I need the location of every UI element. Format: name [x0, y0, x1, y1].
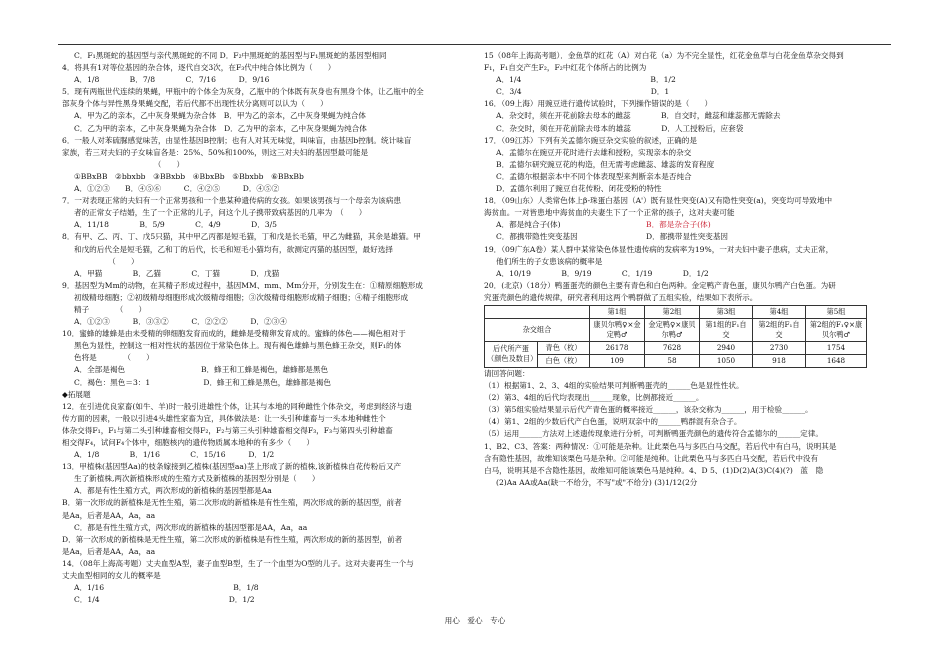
text-line: 是Aa，后者是AA，Aa，aa — [62, 546, 156, 556]
text-line: 白马，说明其是不含隐性基因，故维知可能该栗色马是纯种。4、D 5、(1)D(2)A(3)C(4)(?) 蓝 隐 — [484, 465, 824, 475]
text-line: 丈夫血型相同的女儿的概率是 — [62, 571, 161, 581]
q18-option-b: B．都是杂合子(体) — [646, 220, 711, 230]
text-line: 色将是 （ ） — [74, 353, 154, 363]
text-line: 他们所生的子女患该病的概率是 — [496, 256, 603, 266]
table-cell: 康贝尔鸭♀×金定鸭♂ — [590, 318, 645, 341]
text-line: D．第一次形成的新植株是无性生殖，第二次形成的新植株是有性生殖，两次形成的新的基因型，前者 — [62, 534, 403, 544]
text-line: 体杂交得F₁，F₁与第二头引种雄畜相交得F₂，F₂与第三头引种雄畜相交得F₃，F₃与第四头引种雄畜 — [62, 425, 393, 435]
text-line: A．甲猫 B．乙猫 C．丁猫 D．戊猫 — [74, 268, 280, 278]
text-line: 17．（09江苏）下列有关孟德尔豌豆杂交实验的叙述，正确的是 — [484, 135, 697, 145]
table-cell: 1050 — [700, 354, 753, 367]
text-line: C．F₁黑斑蛇的基因型与亲代黑斑蛇的不同 D．F₂中黑斑蛇的基因型与F₁黑斑蛇的基因型相同 — [74, 51, 387, 60]
text-line: 14．（08年上海高考题）丈夫血型A型，妻子血型B型，生了一个血型为O型的儿子。这对夫妻再生一个与 — [62, 558, 414, 568]
row-label-green: 青色（枚） — [538, 341, 590, 354]
text-line: 19．（09广东A卷）某人群中某常染色体显性遗传病的发病率为19%，一对夫妇中妻子患病，丈夫正常， — [484, 244, 834, 254]
q18-option-c: C．都携带隐性突变基因 — [496, 232, 578, 242]
table-cell: 2730 — [753, 341, 806, 354]
text-line: （3）第5组实验结果显示后代产青色蛋的概率接近______，该杂交称为______，用于检验______。 — [484, 405, 813, 415]
table-cell: 第1组的F₁自交 — [700, 318, 753, 341]
table-cell: 第2组的F₁自交 — [753, 318, 806, 341]
text-line: ◆拓展题 — [62, 389, 91, 399]
q18-options-row2 — [484, 231, 894, 243]
text-line: D．孟德尔利用了豌豆自花传粉、闭花受粉的特性 — [496, 184, 662, 194]
table-cell: 金定鸭♀×康贝尔鸭♂ — [645, 318, 700, 341]
text-line: 16．（09上海）用豌豆进行遗传试验时，下列操作错误的是（ ） — [484, 99, 713, 109]
text-line: A．甲为乙的亲本，乙中灰身果蝇为杂合体 B．甲为乙的亲本，乙中灰身果蝇为纯合体 — [74, 111, 367, 121]
text-line: C．1/4 D．1/2 — [74, 595, 255, 605]
table-header: 第5组 — [806, 305, 867, 318]
table-header: 第2组 — [645, 305, 700, 318]
table-header: 第1组 — [590, 305, 645, 318]
text-line: C．都是有性生殖方式，两次形成的新植株的基因型都是AA，Aa，aa — [74, 522, 308, 532]
text-line: A．①②③ B．③③② C．②②② D．②③④ — [74, 317, 287, 327]
text-line: 是Aa，后者是AA，Aa，aa — [62, 510, 156, 520]
table-header: 第3组 — [700, 305, 753, 318]
table-cell: 1648 — [806, 354, 867, 367]
text-line: A．11/18 B．5/9 C．4/9 D．3/5 — [74, 220, 278, 230]
text-line: （ ） — [74, 256, 139, 266]
text-line: B．第一次形成的新植株是无性生殖，第二次形成的新植株是有性生殖，两次形成的新的基因型，前者 — [62, 498, 402, 508]
row-label-white: 白色（枚） — [538, 354, 590, 367]
text-line: F₁，F₁自交产生F₂，F₂中红花个体所占的比例为 — [484, 63, 647, 73]
table-cell: 109 — [590, 354, 645, 367]
text-line: 海贫血。一对皆患地中海贫血的夫妻生下了一个正常的孩子，这对夫妻可能 — [484, 208, 735, 218]
text-line: C．褐色：黑色＝3：1 D．蜂王和工蜂是黑色，雄蜂都是褐色 — [74, 377, 331, 387]
text-line: A．1/8 B．7/8 C．7/16 D．9/16 — [74, 75, 270, 85]
text-line: 含有隐性基因，故维知该栗色马是杂种。②可能是纯种。让此栗色马与多匹白马交配，若后代中没有 — [484, 453, 819, 463]
text-line: （2）第3、4组的后代均表现出______现象，比例都接近______。 — [484, 393, 704, 403]
text-line: （4）第1、2组的少数后代产白色蛋，说明双亲中的______鸭群混有杂合子。 — [484, 417, 742, 427]
header-rule — [58, 44, 891, 45]
text-line: 和戊的后代全是短毛猫，乙和丁的后代，长毛和短毛小猫均有，欲测定丙猫的基因型，最好选择 — [74, 244, 393, 254]
text-line: 7．一对表现正常的夫妇有一个正常男孩和一个患某种遗传病的女孩。如果该男孩与一个母亲为该病患 — [62, 196, 401, 206]
table-cell: 918 — [753, 354, 806, 367]
table-cell: 第2组的F₁♀×康贝尔鸭♂ — [806, 318, 867, 341]
text-line: 15（08年上海高考题）．金鱼草的红花（A）对白花（a）为不完全显性，红花金鱼草与白花金鱼草杂交得到 — [484, 51, 844, 60]
right-column — [484, 50, 894, 489]
row-group-label: 后代所产蛋（颜色及数目） — [485, 341, 538, 367]
text-line: 生了新植株,两次新植株形成的生殖方式及新植株的基因型分别是（ ） — [74, 474, 320, 484]
text-line: 传方面的因素，一般以引进4头雄性家畜为宜，具体做法是：让一头引种雄畜与一头本地种雌性个 — [62, 413, 386, 423]
text-line: A．1/4 B．1/2 — [496, 75, 676, 85]
q18-option-d: D．都携带显性突变基因 — [646, 232, 729, 242]
text-line: B．孟德尔研究豌豆花的构造，但无需考虑雌蕊、雄蕊的发育程度 — [496, 159, 715, 169]
text-line: 初级精母细胞；②初级精母细胞形成次级精母细胞；③次级精母细胞形成精子细胞；④精子细胞形成 — [74, 292, 409, 302]
text-line: 8．有甲、乙、丙、丁、戊5只猫，其中甲乙丙都是短毛猫，丁和戊是长毛猫，甲乙为雌猫，其余是雄猫。甲 — [62, 232, 421, 242]
text-line: 请回答问题： — [484, 368, 530, 378]
text-line: （5）运用______方法对上述遗传现象进行分析，可判断鸭蛋壳颜色的遗传符合孟德尔的______定律。 — [484, 429, 823, 439]
text-line: 9．基因型为Mm的动物，在其精子形成过程中，基因MM、mm、Mm分开，分别发生在：①精原细胞形成 — [62, 280, 423, 290]
text-line: A．都是有性生殖方式，两次形成的新植株的基因型都是Aa — [74, 486, 272, 496]
text-line: 10．蜜蜂的雄蜂是由未受精的卵细胞发育而成的，雌蜂是受精卵发育成的。蜜蜂的体色——褐色相对于 — [62, 329, 406, 339]
text-line: 究蛋壳颜色的遗传规律，研究者利用这两个鸭群做了五组实验，结果如下表所示。 — [484, 292, 758, 302]
left-column — [62, 50, 462, 606]
text-line: C．3/4 D．1 — [496, 87, 670, 97]
text-line: （1）根据第1、2、3、4组的实验结果可判断鸭蛋壳的______色是显性性状。 — [484, 381, 744, 391]
page-footer: 用心 爱心 专心 — [444, 616, 506, 625]
text-line: A．杂交时，须在开花前除去母本的雌蕊 B．自交时，雌蕊和雄蕊都无需除去 — [496, 111, 781, 121]
row-label-combo: 杂交组合 — [485, 318, 590, 341]
text-line: A．1/8 B．1/16 C．15/16 D．1/2 — [74, 450, 275, 460]
text-line: 6．一般人对苯硫脲感觉味苦，由显性基因B控制；也有人对其无味觉，叫味盲，由基因b控制。统计味盲 — [62, 135, 412, 145]
table-cell: 1754 — [806, 341, 867, 354]
text-line: 家族，若三对夫妇的子女味盲各是：25%、50%和100%，则这三对夫妇的基因型最可能是 — [62, 147, 369, 157]
text-line: 5．现有两瓶世代连续的果蝇，甲瓶中的个体全为灰身，乙瓶中的个体既有灰身也有黑身个体，让乙瓶中的全 — [62, 87, 424, 97]
text-line: C．乙为甲的亲本，乙中灰身果蝇为杂合体 D．乙为甲的亲本，乙中灰身果蝇为纯合体 — [74, 123, 367, 133]
text-line: 12．在引进优良家畜(如牛、羊)时一般引进雄性个体，让其与本地的同种雌性个体杂交，考虑到经济与遗 — [62, 401, 412, 411]
text-line: C．杂交时，须在开花前除去母本的雄蕊 D．人工授粉后，应套袋 — [496, 123, 744, 133]
text-line: ①BBxBB ②bbxbb ③BBxbb ④BbxBb ⑤Bbxbb ⑥BBxBb — [74, 171, 304, 181]
text-line: 18．（09山东）人类常色体上β-珠蛋白基因（A'）既有显性突变(A)又有隐性突变(a)，突变均可导致地中 — [484, 196, 833, 206]
table-cell: 58 — [645, 354, 700, 367]
q18-option-a: A．都是纯合子(体) — [496, 220, 561, 230]
text-line: 13．甲植株(基因型Aa)的枝条嫁接到乙植株(基因型aa)茎上形成了新的植株,该新植株自花传粉后又产 — [62, 462, 402, 472]
table-cell: 26178 — [590, 341, 645, 354]
text-line: A．①②③ B．④⑤⑥ C．④②⑤ D．④⑤② — [74, 184, 280, 194]
text-line: 相交得F₄，试问F₄个体中，细胞核内的遗传物质属本地种的有多少（ ） — [62, 438, 315, 447]
text-line: A．孟德尔在豌豆开花时进行去雄和授粉，实现亲本的杂交 — [496, 147, 692, 157]
text-line: 1、B2、C3、答案：两种情况：①可能是杂种。让此栗色马与多匹白马交配，若后代中有白马，说明其是 — [484, 441, 837, 451]
text-line: A．10/19 B．9/19 C．1/19 D．1/2 — [496, 268, 709, 278]
text-line: A．1/16 B．1/8 — [74, 583, 259, 593]
text-line: (2)Aa AA或Aa(缺一不给分，不写"或"不给分) (3)1/12(2分 — [496, 477, 698, 487]
text-line: 黑色为显性，控制这一相对性状的基因位于常染色体上。现有褐色雄蜂与黑色蜂王杂交，则F₁的体 — [74, 341, 402, 351]
text-line: C．孟德尔根据亲本中不同个体表现型来判断亲本是否纯合 — [496, 171, 692, 181]
text-line: 部灰身个体与异性黑身果蝇交配，若后代都不出现性状分离则可以认为（ ） — [62, 99, 328, 109]
text-line: A．全部是褐色 B．蜂王和工蜂是褐色，雄蜂都是黑色 — [74, 365, 329, 375]
q18-options-row1 — [484, 219, 894, 231]
text-line: 者的正常女子结婚，生了一个正常的儿子，问这个儿子携带致病基因的几率为 （ ） — [74, 208, 367, 218]
table-header: 第4组 — [753, 305, 806, 318]
text-line: 精子 （ ） — [74, 304, 147, 314]
text-line: 20．(北京)（18分）鸭蛋蛋壳的颜色主要有青色和白色两种。金定鸭产青色蛋，康贝尔鸭产白色蛋。为研 — [484, 280, 836, 290]
text-line: （ ） — [74, 159, 185, 169]
table-cell: 2940 — [700, 341, 753, 354]
experiment-table — [484, 305, 867, 368]
table-cell: 7628 — [645, 341, 700, 354]
text-line: 4．将具有1对等位基因的杂合体，逐代自交3次，在F₃代中纯合体比例为（ ） — [62, 63, 336, 73]
